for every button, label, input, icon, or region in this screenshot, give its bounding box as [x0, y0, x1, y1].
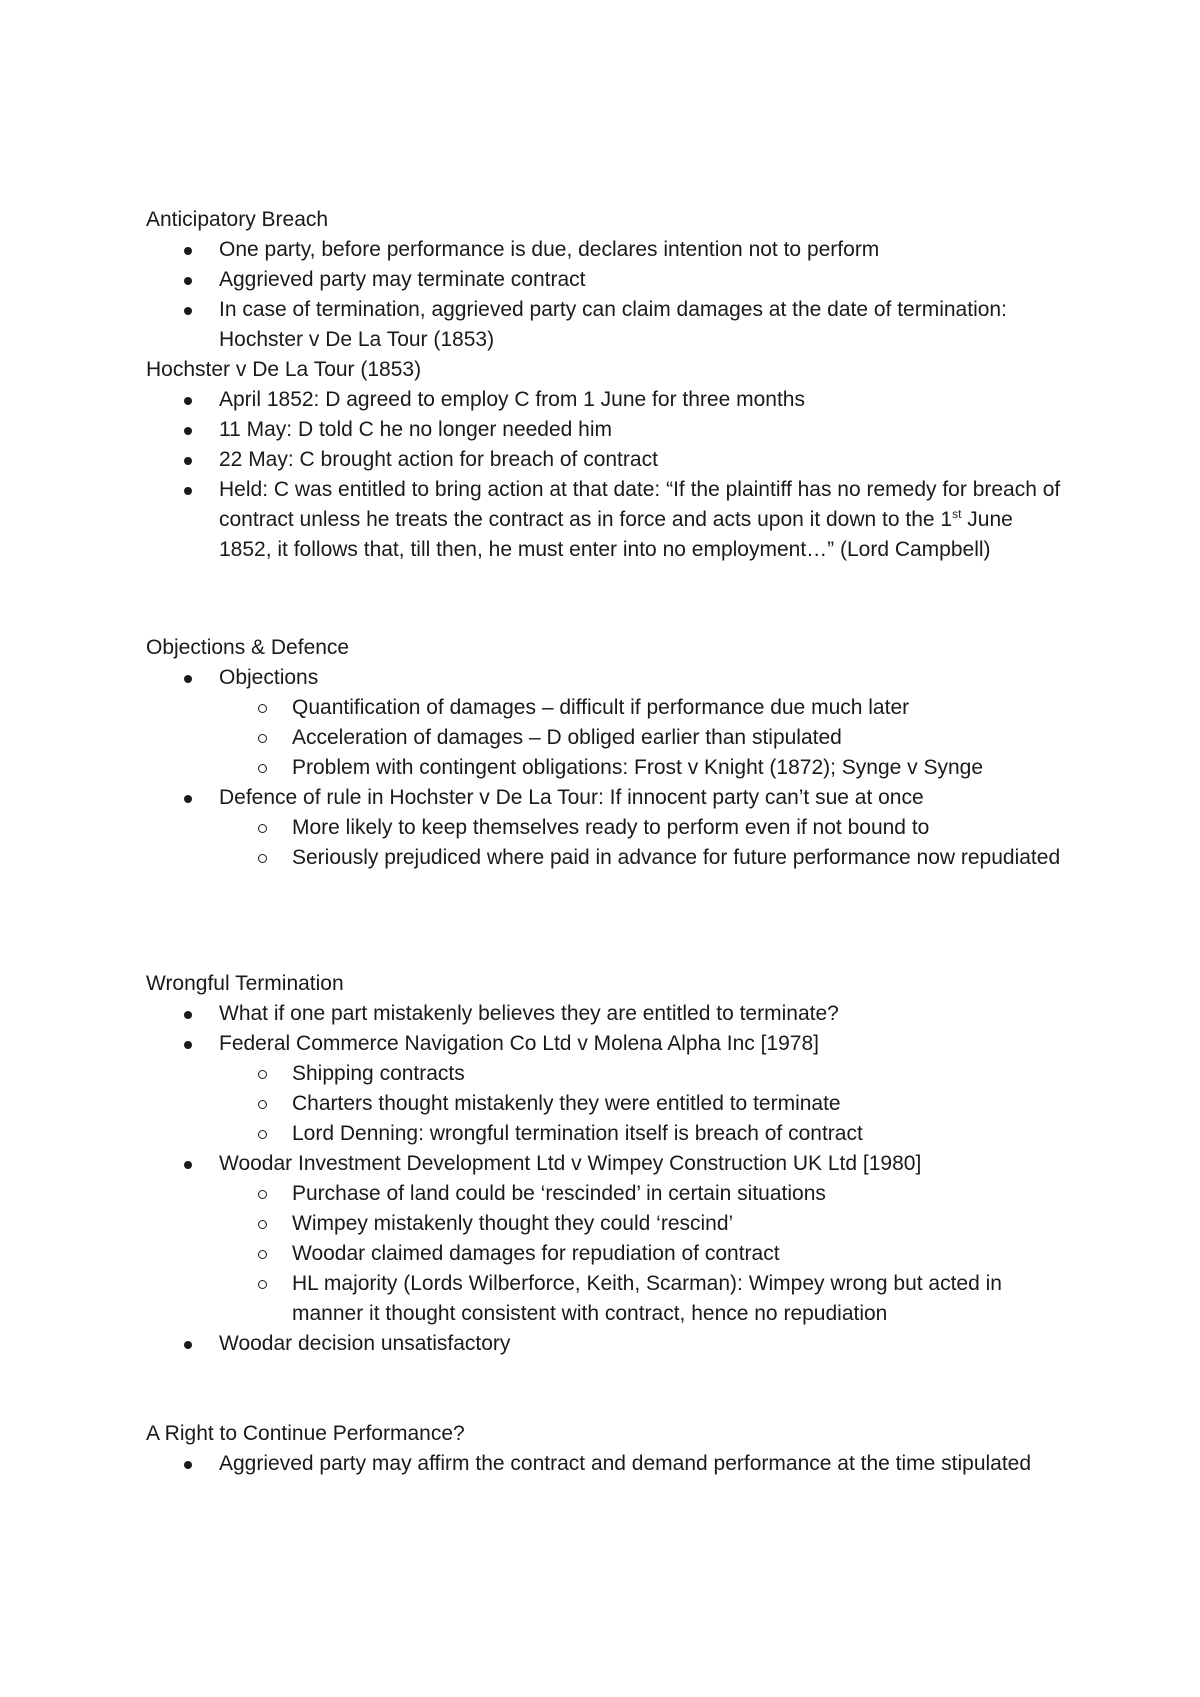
sub-list-item: Lord Denning: wrongful termination itself is breach of contract	[219, 1119, 1066, 1149]
section-wrongful-termination	[146, 969, 1066, 1359]
bullet-list	[146, 235, 1066, 355]
bullet-icon	[184, 1161, 192, 1169]
list-item: In case of termination, aggrieved party can claim damages at the date of termination: Hochster v De La Tour (1853)	[146, 295, 1066, 355]
bullet-list	[146, 385, 1066, 565]
bullet-icon	[184, 457, 192, 465]
circle-bullet-icon	[258, 1220, 267, 1229]
circle-bullet-icon	[258, 704, 267, 713]
bullet-icon	[184, 1011, 192, 1019]
document-page	[146, 205, 1066, 1479]
sub-list-item: More likely to keep themselves ready to perform even if not bound to	[219, 813, 1066, 843]
list-item-held-quote: Held: C was entitled to bring action at that date: “If the plaintiff has no remedy for breach of contract unless he treats the contract as in force and acts upon it down to the 1st June 1852, it follows that, till then, he must enter into no employment…” (Lord Campbell)	[146, 475, 1066, 565]
bullet-list	[146, 999, 1066, 1359]
circle-bullet-icon	[258, 764, 267, 773]
sub-list-item: Seriously prejudiced where paid in advance for future performance now repudiated	[219, 843, 1066, 873]
circle-bullet-icon	[258, 1100, 267, 1109]
list-item: Woodar Investment Development Ltd v Wimpey Construction UK Ltd [1980] Purchase of land could be ‘rescinded’ in certain situations Wimpey mistakenly thought they could ‘rescind’ Woodar claimed damages for repudiation of contract HL majority (Lords Wilberforce, Keith, Scarman): Wimpey wrong but acted in manner it thought consistent with contract, hence no repudiation	[146, 1149, 1066, 1329]
section-anticipatory-breach	[146, 205, 1066, 355]
sub-list-item: Problem with contingent obligations: Frost v Knight (1872); Synge v Synge	[219, 753, 1066, 783]
circle-bullet-icon	[258, 1190, 267, 1199]
sub-list-item: Charters thought mistakenly they were entitled to terminate	[219, 1089, 1066, 1119]
sub-list-item: Purchase of land could be ‘rescinded’ in certain situations	[219, 1179, 1066, 1209]
section-heading: Hochster v De La Tour (1853)	[146, 358, 422, 381]
list-item: Objections Quantification of damages – difficult if performance due much later Acceleration of damages – D obliged earlier than stipulated Problem with contingent obligations: Frost v Knight (1872); Synge v Synge	[146, 663, 1066, 783]
bullet-list	[146, 663, 1066, 873]
section-objections-defence	[146, 633, 1066, 873]
bullet-icon	[184, 487, 192, 495]
circle-bullet-icon	[258, 824, 267, 833]
list-item: 22 May: C brought action for breach of contract	[146, 445, 1066, 475]
section-heading: Wrongful Termination	[146, 972, 344, 995]
sub-bullet-list	[219, 1059, 1066, 1149]
bullet-icon	[184, 675, 192, 683]
bullet-icon	[184, 1461, 192, 1469]
sub-bullet-list	[219, 1179, 1066, 1329]
sub-list-item: Quantification of damages – difficult if performance due much later	[219, 693, 1066, 723]
list-item: Aggrieved party may terminate contract	[146, 265, 1066, 295]
sub-bullet-list	[219, 813, 1066, 873]
section-right-to-continue	[146, 1419, 1066, 1479]
section-hochster-case	[146, 355, 1066, 565]
circle-bullet-icon	[258, 1280, 267, 1289]
bullet-icon	[184, 795, 192, 803]
section-heading: Anticipatory Breach	[146, 208, 329, 231]
list-item: What if one part mistakenly believes they are entitled to terminate?	[146, 999, 1066, 1029]
sub-list-item: Acceleration of damages – D obliged earlier than stipulated	[219, 723, 1066, 753]
bullet-icon	[184, 427, 192, 435]
circle-bullet-icon	[258, 854, 267, 863]
sub-list-item: Wimpey mistakenly thought they could ‘rescind’	[219, 1209, 1066, 1239]
list-item: Federal Commerce Navigation Co Ltd v Molena Alpha Inc [1978] Shipping contracts Charters thought mistakenly they were entitled to terminate Lord Denning: wrongful termination itself is breach of contract	[146, 1029, 1066, 1149]
circle-bullet-icon	[258, 1250, 267, 1259]
list-item: April 1852: D agreed to employ C from 1 June for three months	[146, 385, 1066, 415]
bullet-icon	[184, 247, 192, 255]
list-item: Defence of rule in Hochster v De La Tour: If innocent party can’t sue at once More likely to keep themselves ready to perform even if not bound to Seriously prejudiced where paid in advance for future performance now repudiated	[146, 783, 1066, 873]
list-item: 11 May: D told C he no longer needed him	[146, 415, 1066, 445]
bullet-icon	[184, 397, 192, 405]
list-item: One party, before performance is due, declares intention not to perform	[146, 235, 1066, 265]
sub-list-item: Woodar claimed damages for repudiation of contract	[219, 1239, 1066, 1269]
section-heading: A Right to Continue Performance?	[146, 1422, 465, 1445]
bullet-icon	[184, 307, 192, 315]
sub-list-item: Shipping contracts	[219, 1059, 1066, 1089]
list-item: Woodar decision unsatisfactory	[146, 1329, 1066, 1359]
sub-bullet-list	[219, 693, 1066, 783]
circle-bullet-icon	[258, 1070, 267, 1079]
bullet-icon	[184, 1341, 192, 1349]
bullet-icon	[184, 277, 192, 285]
circle-bullet-icon	[258, 1130, 267, 1139]
bullet-list	[146, 1449, 1066, 1479]
sub-list-item: HL majority (Lords Wilberforce, Keith, Scarman): Wimpey wrong but acted in manner it thought consistent with contract, hence no repudiation	[219, 1269, 1066, 1329]
circle-bullet-icon	[258, 734, 267, 743]
bullet-icon	[184, 1041, 192, 1049]
list-item: Aggrieved party may affirm the contract and demand performance at the time stipulated	[146, 1449, 1066, 1479]
section-heading: Objections & Defence	[146, 636, 350, 659]
